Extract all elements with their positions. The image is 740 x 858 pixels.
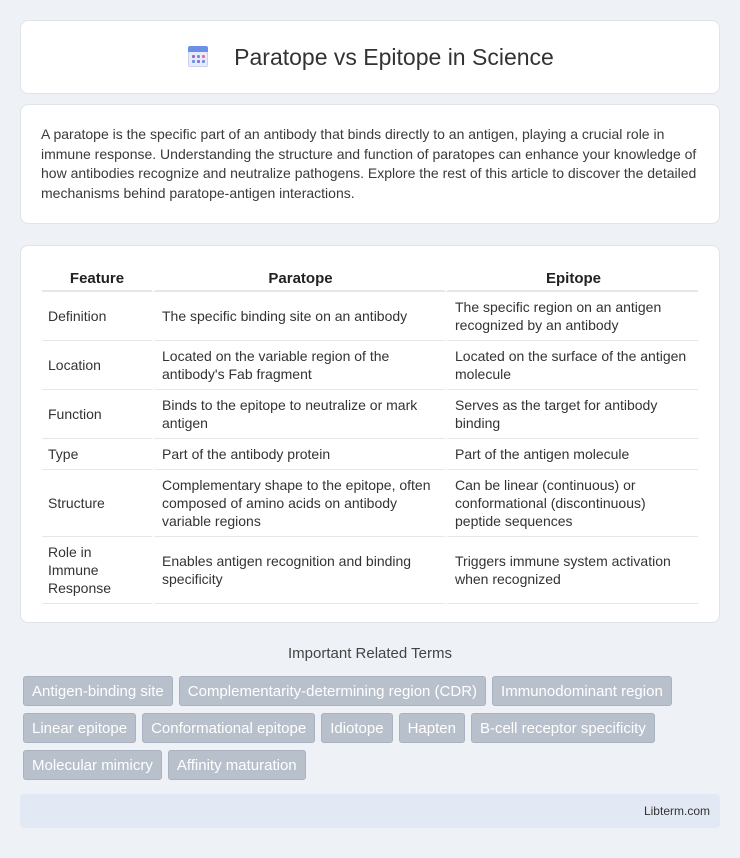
table-row <box>42 341 698 390</box>
tag-molecular-mimicry[interactable]: Molecular mimicry <box>23 750 162 780</box>
intro-card <box>20 104 720 224</box>
tag-b-cell-receptor-specificity[interactable]: B-cell receptor specificity <box>471 713 655 743</box>
table-cell: Structure <box>42 470 152 537</box>
intro-paragraph: A paratope is the specific part of an antibody that binds directly to an antigen, playing a crucial role in immune response. Understanding the structure and function of paratopes can enhance your knowledge of how antibodies recognize and neutralize pathogens. Explore the rest of this article to discover the detailed mechanisms behind paratope-antigen interactions. <box>41 126 697 201</box>
table-cell: Part of the antigen molecule <box>445 439 698 470</box>
related-terms-title: Important Related Terms <box>288 645 452 662</box>
tag-linear-epitope[interactable]: Linear epitope <box>23 713 136 743</box>
table-row <box>42 390 698 439</box>
related-terms-tags <box>23 676 723 780</box>
table-header-row <box>42 266 698 292</box>
tag-cdr[interactable]: Complementarity-determining region (CDR) <box>179 676 486 706</box>
table-cell: Definition <box>42 292 152 341</box>
tag-affinity-maturation[interactable]: Affinity maturation <box>168 750 306 780</box>
tag-idiotope[interactable]: Idiotope <box>321 713 392 743</box>
table-cell: Serves as the target for antibody binding <box>445 390 698 439</box>
table-cell: Binds to the epitope to neutralize or mark antigen <box>152 390 445 439</box>
table-cell: Located on the variable region of the antibody's Fab fragment <box>152 341 445 390</box>
table-row <box>42 470 698 537</box>
header-card <box>20 20 720 94</box>
table-cell: Located on the surface of the antigen molecule <box>445 341 698 390</box>
table-cell: Can be linear (continuous) or conformational (discontinuous) peptide sequences <box>445 470 698 537</box>
table-cell: Enables antigen recognition and binding specificity <box>152 537 445 604</box>
table-cell: The specific binding site on an antibody <box>152 292 445 341</box>
footer-site-link[interactable]: Libterm.com <box>643 804 710 818</box>
tag-antigen-binding-site[interactable]: Antigen-binding site <box>23 676 173 706</box>
comparison-table-card <box>20 245 720 623</box>
table-cell: Complementary shape to the epitope, often composed of amino acids on antibody variable regions <box>152 470 445 537</box>
table-row <box>42 439 698 470</box>
calendar-grid-icon <box>186 44 212 70</box>
page-title: Paratope vs Epitope in Science <box>234 43 554 70</box>
tag-immunodominant-region[interactable]: Immunodominant region <box>492 676 672 706</box>
table-row <box>42 292 698 341</box>
table-cell: The specific region on an antigen recognized by an antibody <box>445 292 698 341</box>
tag-hapten[interactable]: Hapten <box>399 713 465 743</box>
footer <box>20 794 720 828</box>
column-header-paratope: Paratope <box>152 266 445 292</box>
column-header-epitope: Epitope <box>445 266 698 292</box>
table-row <box>42 537 698 604</box>
table-cell: Role in Immune Response <box>42 537 152 604</box>
table-cell: Part of the antibody protein <box>152 439 445 470</box>
table-cell: Type <box>42 439 152 470</box>
table-cell: Location <box>42 341 152 390</box>
comparison-table <box>42 266 698 604</box>
column-header-feature: Feature <box>42 266 152 292</box>
table-cell: Triggers immune system activation when recognized <box>445 537 698 604</box>
table-cell: Function <box>42 390 152 439</box>
tag-conformational-epitope[interactable]: Conformational epitope <box>142 713 315 743</box>
